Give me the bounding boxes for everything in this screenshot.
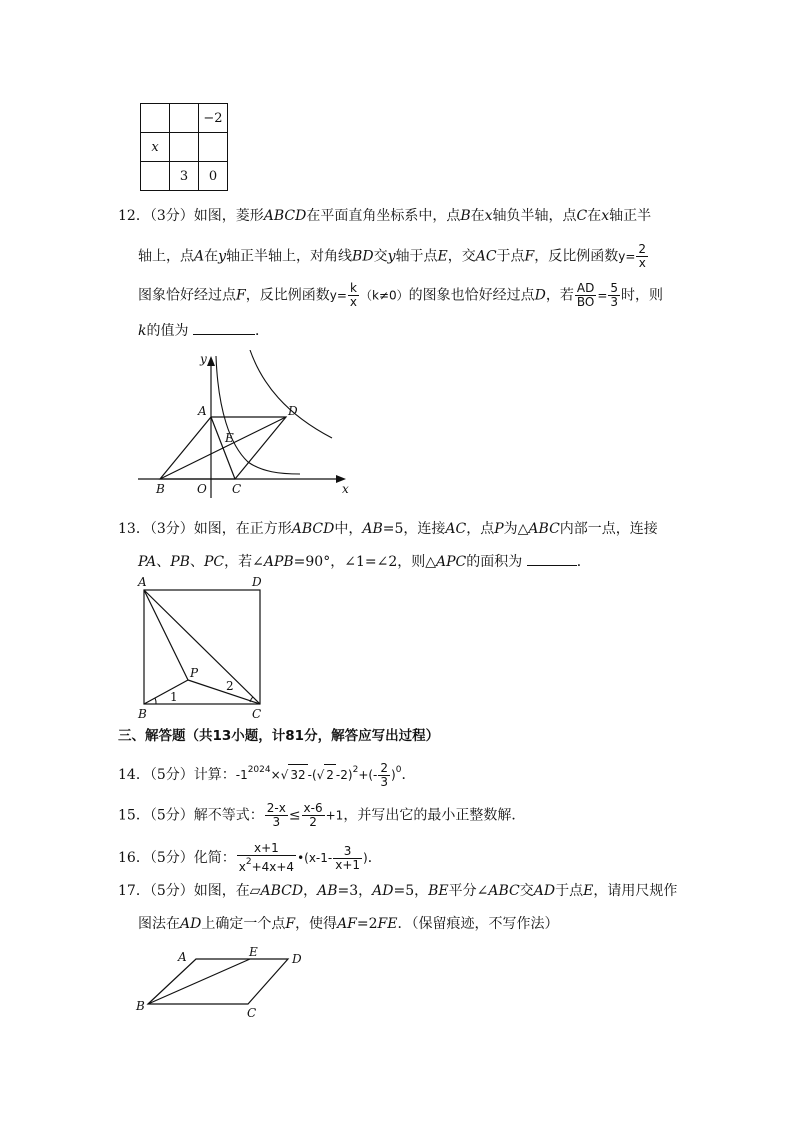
fraction-denominator: BO [576,295,595,309]
q17-text: =3， [337,883,373,899]
q16-formula: (x-1- [304,851,333,865]
q13-text: PB [170,554,190,570]
q17-text: 于点 [555,883,584,899]
fraction-numerator: 5 [610,281,619,295]
q13-figure [134,572,274,724]
q12-formula: y= [618,249,636,264]
q16-fraction [237,842,296,874]
q14-fraction [378,762,390,789]
q12-text: A [194,248,205,265]
q13-text: PC [203,554,225,570]
q12-line-4 [138,320,269,341]
grid-cell [141,162,170,191]
fraction-numerator: x-6 [303,801,323,815]
parallelogram-abcd [148,959,288,1004]
q12-text: AC [475,248,497,265]
q12-line-3 [138,282,663,309]
label-a: A [198,404,207,418]
q12-text: F [236,287,246,304]
q12-text: ABCD [263,208,307,224]
number-grid [140,103,228,191]
q17-text: ABCD [260,883,304,899]
label-b: B [138,707,147,721]
q12-figure [130,350,360,500]
sqrt-icon: √ [316,768,325,782]
q13-text: =5，连接 [382,521,446,537]
angle-1-arc [155,698,156,704]
grid-row [141,162,228,191]
label-angle-1: 1 [170,690,178,704]
q13-text: P [494,521,504,537]
q17-line-1 [118,881,677,901]
q13-text: AB [362,521,383,537]
q17-text: 上确定一个点 [201,916,286,932]
y-axis-arrow-icon [207,356,215,366]
q12-text: 在平面直角坐标系中，点 [306,208,461,224]
fraction-numerator: k [348,282,359,296]
fraction-numerator: x+1 [237,842,296,856]
grid-cell: −2 [199,104,228,133]
label-y: y [200,352,207,366]
q12-line-1 [118,206,651,226]
segment-pb [144,680,188,704]
label-x: x [342,482,349,496]
q17-text: =5， [393,883,429,899]
q12-fraction [575,282,596,309]
grid-cell [170,104,199,133]
q17-text: 图法在 [138,916,180,932]
q17-text: AD [180,916,202,932]
q13-text: AC [445,521,467,537]
fraction-denominator: 2 [309,815,317,829]
q12-fraction [348,282,359,309]
q12-text: ，反比例函数 [245,287,330,304]
q17-line-2 [138,914,558,934]
q12-text: 图象恰好经过点 [138,287,236,304]
q12-text: x [484,208,493,224]
q17-text: 17．（5分）如图，在▱ [118,883,261,899]
q14-formula: -2) [335,768,353,782]
q14-exponent: 2 [352,765,359,775]
q13-text: PA [138,554,157,570]
curve-k-over-x [250,350,332,438]
fraction-numerator: 2-x [266,801,286,815]
q17-text: ，使得 [295,916,338,932]
q16-den-part: x [238,860,246,874]
q14-formula: ) [391,768,396,782]
q13-line-2 [138,551,591,572]
q17-text: ．（保留痕迹，不写作法） [397,916,559,932]
q16-text: ． [367,850,382,866]
q15-fraction [302,802,325,829]
q13-text: 的面积为 [466,554,523,570]
q17-text: AD [372,883,394,899]
q12-text: B [460,208,471,224]
q13-text: ABC [528,521,560,537]
q13-text: 中， [334,521,363,537]
q17-figure [132,940,312,1020]
q17-text: 平分∠ [448,883,489,899]
q12-text: C [576,208,588,224]
label-d: D [252,575,262,589]
q15-text: ，并写出它的最小正整数解． [343,807,526,824]
label-o: O [197,482,207,496]
fraction-denominator: 3 [380,774,389,789]
q14-line [118,760,415,789]
label-c: C [252,707,262,721]
label-b: B [156,482,165,496]
q12-text: y [218,248,227,265]
q15-text: 15．（5分）解不等式： [118,807,264,824]
label-d: D [288,404,298,418]
fraction-numerator: 2 [380,760,389,775]
q12-text: 在 [204,248,219,265]
q13-text: ． [576,554,591,570]
q14-text: ． [401,767,416,783]
q14-exponent: 2024 [247,765,271,775]
q12-text: ． [254,323,269,339]
q17-text: =2 [356,916,378,932]
label-e: E [225,431,234,445]
grid-cell: 3 [170,162,199,191]
q12-text: 在 [470,208,485,224]
q12-text: 的图象也恰好经过点 [408,287,535,304]
answer-blank[interactable] [527,551,577,566]
q13-text: ABCD [291,521,335,537]
grid-cell [170,133,199,162]
q17-text: AF [337,916,357,932]
q13-text: =90°，∠1=∠2，则△ [293,554,436,570]
label-e: E [249,945,258,959]
label-a: A [138,575,147,589]
q12-text: ，反比例函数 [534,248,619,265]
fraction-denominator: 3 [610,295,619,309]
grid-cell [141,104,170,133]
fraction-numerator: 2 [638,242,647,256]
q17-text: ABC [488,883,520,899]
q12-text: 轴上，点 [138,248,194,265]
q17-text: F [285,916,296,932]
q13-text: 、 [156,554,171,570]
fraction-denominator: x [349,295,357,309]
grid-row [141,133,228,162]
q14-radicand: 2 [324,764,336,785]
q13-text: ，若∠ [224,554,264,570]
q13-line-1 [118,519,658,539]
segment-pa [144,590,188,680]
q12-text: 交 [373,248,388,265]
q17-text: E [583,883,594,899]
q12-fraction [636,243,648,270]
q12-line-2 [138,243,649,270]
q16-text: 16．（5分）化简： [118,850,236,866]
q17-text: BE [428,883,449,899]
q13-text: 内部一点，连接 [559,521,658,537]
q12-text: ，交 [447,248,476,265]
q12-text: k [138,323,147,339]
q13-text: 、 [189,554,204,570]
q17-text: FE [377,916,398,932]
answer-blank[interactable] [193,320,255,335]
q16-fraction [333,845,362,872]
q14-formula: +(- [358,768,378,782]
q12-formula: （k≠0） [359,288,409,303]
fraction-denominator: x+1 [335,857,361,872]
q13-text: 13．（3分）如图，在正方形 [118,521,292,537]
q12-text: 轴负半轴，点 [492,208,577,224]
q12-text: x [601,208,610,224]
q12-text: BD [352,248,374,265]
q12-text: D [534,287,546,304]
q12-text: F [524,248,535,265]
q15-formula: ≤ [288,807,301,824]
q14-formula: -( [307,768,317,782]
grid-cell: x [141,133,170,162]
q17-text: ， [303,883,318,899]
q12-fraction [608,282,620,309]
q12-text: 于点 [496,248,525,265]
label-d: D [292,952,302,966]
q14-formula: × [270,768,281,782]
q13-text: APC [436,554,467,570]
q12-text: 轴正半轴上，对角线 [226,248,353,265]
q12-text: 时，则 [621,287,664,304]
segment-be [148,959,250,1004]
q17-text: AB [317,883,338,899]
q15-formula: +1 [325,808,344,823]
label-b: B [136,999,145,1013]
q17-text: 交 [519,883,534,899]
q16-formula: • [297,851,305,865]
label-c: C [247,1006,257,1020]
label-angle-2: 2 [226,679,234,693]
q14-exponent: 0 [395,765,402,775]
diagonal-ac [211,417,235,479]
fraction-denominator: x [638,256,646,270]
sqrt-icon: √ [280,768,289,782]
q17-text: ，请用尺规作 [593,883,678,899]
fraction-denominator [237,856,296,874]
q12-text: 轴于点 [395,248,438,265]
q16-exponent: 2 [245,857,252,867]
q15-line [118,802,525,829]
q17-text: AD [533,883,556,899]
q14-text: 14．（5分）计算： [118,767,236,783]
q16-line [118,842,382,874]
fraction-denominator: 3 [272,815,281,829]
q15-fraction [265,802,288,829]
grid-row [141,104,228,133]
q12-formula: = [597,288,608,303]
q13-text: ，点 [466,521,495,537]
q14-radicand: 32 [288,764,307,785]
q13-text: APB [263,554,294,570]
q12-text: 12．（3分）如图，菱形 [118,208,264,224]
label-p: P [190,666,199,680]
q12-text: 轴正半 [609,208,652,224]
q12-text: ，若 [545,287,574,304]
q13-text: 为△ [503,521,529,537]
grid-cell [199,133,228,162]
grid-cell: 0 [199,162,228,191]
section-3-title: 三、解答题（共13小题，计81分，解答应写出过程） [118,728,440,744]
fraction-numerator: 3 [333,845,362,859]
q12-formula: y= [329,288,347,303]
q14-formula: -1 [235,768,248,782]
diagonal-ac [144,590,260,704]
label-c: C [232,482,242,496]
q16-den-part: +4x+4 [251,860,295,874]
q12-text: y [387,248,396,265]
q12-text: 在 [587,208,602,224]
q12-text: 的值为 [146,323,189,339]
q16-formula: ) [363,851,368,865]
fraction-numerator: AD [575,282,596,296]
label-a: A [178,950,187,964]
q12-text: E [437,248,448,265]
segment-pc [188,680,260,704]
